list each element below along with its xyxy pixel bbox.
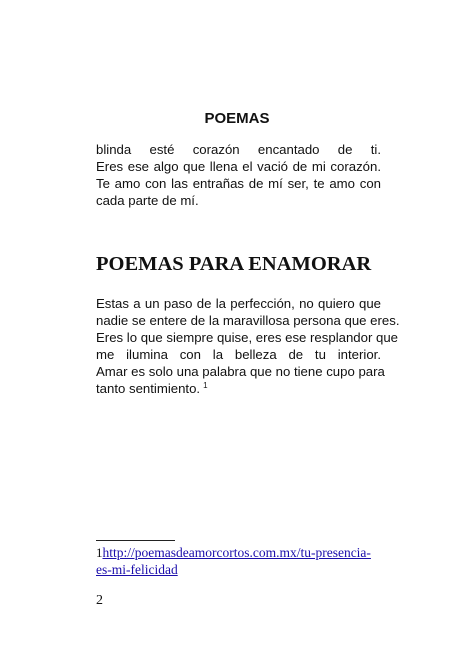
section-heading: POEMAS PARA ENAMORAR bbox=[96, 253, 372, 275]
poem-paragraph-1 bbox=[96, 141, 381, 209]
text-line: cada parte de mí. bbox=[96, 193, 199, 208]
text-line-last bbox=[96, 380, 381, 397]
poem-paragraph-2 bbox=[96, 295, 400, 397]
text-line: Eres ese algo que llena el vació de mi corazón. bbox=[96, 159, 381, 174]
text-line: me ilumina con la belleza de tu interior. bbox=[96, 347, 381, 362]
footnote-link-line-2[interactable]: es-mi-felicidad bbox=[96, 562, 178, 577]
footnote-reference[interactable]: 1 bbox=[203, 380, 208, 390]
footnote-link-line-1[interactable]: http://poemasdeamorcortos.com.mx/tu-presencia- bbox=[102, 545, 371, 560]
footnote-link[interactable] bbox=[96, 545, 371, 577]
text-line: blinda esté corazón encantado de ti. bbox=[96, 142, 381, 157]
page-header: POEMAS bbox=[204, 110, 270, 127]
text-line: nadie se entere de la maravillosa persona que eres. bbox=[96, 313, 400, 328]
footnote bbox=[96, 544, 416, 578]
footnote-number: 1 bbox=[96, 545, 103, 560]
text-line: Te amo con las entrañas de mí ser, te amo con bbox=[96, 176, 381, 191]
text-line: Estas a un paso de la perfección, no quiero que bbox=[96, 296, 381, 311]
text-line-content: tanto sentimiento. bbox=[96, 381, 201, 396]
page-number: 2 bbox=[96, 593, 103, 608]
footnote-separator bbox=[96, 540, 175, 541]
text-line: Amar es solo una palabra que no tiene cupo para bbox=[96, 364, 385, 379]
text-line: Eres lo que siempre quise, eres ese resplandor que bbox=[96, 330, 399, 345]
